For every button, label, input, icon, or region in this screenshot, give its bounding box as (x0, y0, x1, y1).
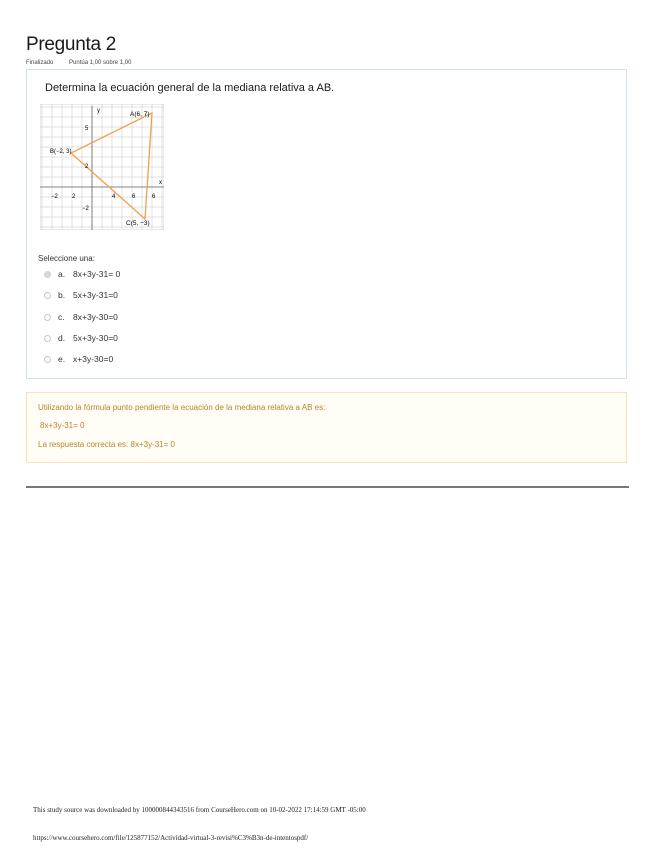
y-axis-label: y (97, 108, 100, 114)
point-a-label: A(6, 7) (130, 111, 150, 118)
radio-button[interactable] (44, 335, 51, 342)
option-text: 8x+3y-31= 0 (73, 269, 121, 279)
feedback-equation: 8x+3y-31= 0 (40, 421, 85, 430)
option-a[interactable] (44, 268, 120, 280)
point-c-label: C(5, −3) (126, 220, 150, 227)
option-text: 5x+3y-30=0 (73, 333, 118, 343)
option-text: x+3y-30=0 (73, 354, 114, 364)
y-tick: 5 (85, 126, 89, 132)
option-c[interactable] (44, 311, 118, 323)
question-status: Finalizado (26, 60, 54, 66)
triangle-figure (40, 104, 164, 230)
x-tick: 2 (72, 194, 76, 200)
option-letter: d. (58, 333, 66, 343)
option-letter: a. (58, 269, 66, 279)
option-d[interactable] (44, 332, 118, 344)
question-text: Determina la ecuación general de la mediana relativa a AB. (45, 82, 335, 94)
point-b-label: B(−2, 3) (50, 149, 72, 155)
option-letter: e. (58, 354, 66, 364)
x-tick: 4 (112, 194, 116, 200)
x-tick: −2 (51, 194, 58, 200)
divider (26, 486, 629, 488)
option-letter: c. (58, 312, 65, 322)
question-meta (26, 60, 145, 66)
option-text: 5x+3y-31=0 (73, 290, 118, 300)
option-letter: b. (58, 290, 66, 300)
download-note: This study source was downloaded by 100000844343516 from CourseHero.com on 10-02-2022 17:14:59 GMT -05:00 (33, 806, 366, 814)
y-tick: −2 (82, 206, 89, 212)
radio-button[interactable] (44, 292, 51, 299)
select-prompt: Seleccione una: (38, 254, 95, 263)
x-tick: 6 (152, 194, 156, 200)
radio-button[interactable] (44, 314, 51, 321)
y-tick: 2 (85, 164, 89, 170)
option-e[interactable] (44, 353, 113, 365)
correct-answer: La respuesta correcta es: 8x+3y-31= 0 (38, 440, 175, 449)
x-axis-label: x (159, 180, 162, 186)
option-b[interactable] (44, 289, 118, 301)
question-title: Pregunta 2 (26, 34, 116, 55)
question-score: Puntúa 1,00 sobre 1,00 (69, 60, 132, 66)
radio-button[interactable] (44, 356, 51, 363)
x-tick: 6 (132, 194, 136, 200)
radio-button[interactable] (44, 271, 51, 278)
source-url[interactable]: https://www.coursehero.com/file/125877152/Actividad-virtual-3-revisi%C3%B3n-de-intentospdf/ (33, 834, 309, 842)
option-text: 8x+3y-30=0 (73, 312, 118, 322)
feedback-explanation: Utilizando la fórmula punto pendiente la ecuación de la mediana relativa a AB es: (38, 403, 326, 412)
